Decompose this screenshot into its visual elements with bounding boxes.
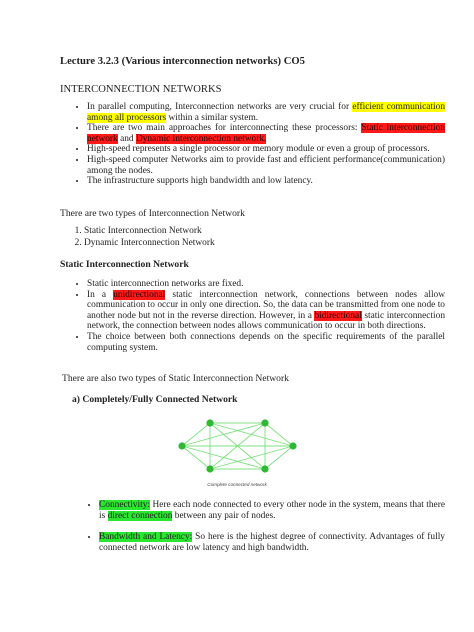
intro-bullet-list: [60, 102, 445, 187]
static-types-intro-text: There are also two types of Static Interconnection Network: [62, 373, 289, 384]
network-node: [261, 419, 268, 426]
subsection-fully-connected-heading: a) Completely/Fully Connected Network: [72, 394, 238, 405]
list-item: • The infrastructure supports high bandwidth and low latency.: [87, 176, 445, 187]
network-types-list: [60, 226, 384, 249]
static-network-heading: Static Interconnection Network: [60, 259, 189, 270]
document-title: Lecture 3.2.3 (Various interconnection networks) CO5: [60, 56, 305, 67]
section-heading-interconnection-networks: INTERCONNECTION NETWORKS: [60, 84, 222, 95]
list-item: 1. Static Interconnection Network: [84, 226, 384, 238]
highlight-dynamic-network: Dynamic interconnection network.: [135, 133, 267, 144]
fully-connected-network-figure: [172, 413, 302, 494]
highlight-direct-connection: direct connection: [107, 510, 173, 521]
list-item: • In a unidirectional static interconnection network, connections between nodes allow communication to occur in only one direction. So, the data can be transmitted from one node to another node but not in the reverse direction. However, in a bidirectional static interconnection network, the connection between nodes allows communication to occur in both directions.: [87, 290, 445, 332]
network-node: [178, 442, 185, 449]
fully-connected-bullet-list: [72, 500, 445, 553]
list-item: • Static interconnection networks are fixed.: [87, 279, 445, 290]
list-item: • High-speed computer Networks aim to provide fast and efficient performance(communication) among the nodes.: [87, 155, 445, 176]
highlight-unidirectional: unidirectional: [113, 289, 166, 300]
network-node: [206, 419, 213, 426]
network-node: [261, 465, 268, 472]
highlight-bandwidth-latency: Bandwidth and Latency:: [99, 532, 193, 543]
types-intro-text: There are two types of Interconnection Network: [60, 208, 245, 219]
highlight-connectivity: Connectivity:: [99, 500, 151, 510]
list-item: • High-speed represents a single processor or memory module or even a group of processors.: [87, 144, 445, 155]
network-node: [289, 442, 296, 449]
list-item: • There are two main approaches for interconnecting these processors: Static interconnection network and Dynamic interconnection network.: [87, 123, 445, 144]
figure-caption: Complete connected network: [207, 482, 267, 487]
network-node: [206, 465, 213, 472]
list-item: • The choice between both connections depends on the specific requirements of the parallel computing system.: [87, 332, 445, 353]
network-diagram: [172, 413, 302, 489]
list-item: • Connectivity: Here each node connected to every other node in the system, means that there is direct connection between any pair of nodes.: [99, 500, 445, 521]
list-item: • Bandwidth and Latency: So here is the highest degree of connectivity. Advantages of fully connected network are low latency and high bandwidth.: [99, 532, 445, 553]
highlight-static-network: Static interconnection network: [87, 123, 445, 144]
network-edges: [182, 423, 293, 469]
highlight-efficient-communication: efficient communication among all processors: [87, 102, 446, 123]
highlight-bidirectional: bidirectional: [314, 310, 362, 321]
list-item: 2. Dynamic Interconnection Network: [84, 238, 384, 250]
list-item: • In parallel computing, Interconnection networks are very crucial for efficient communication among all processors within a similar system.: [87, 102, 445, 123]
static-bullet-list: [60, 279, 445, 353]
